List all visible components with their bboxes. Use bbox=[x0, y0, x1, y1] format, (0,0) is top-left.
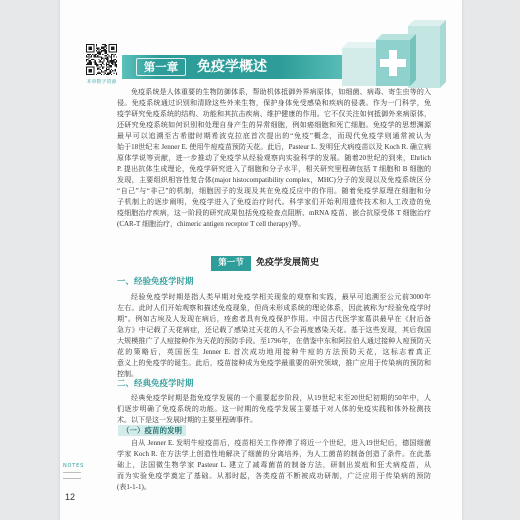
cube-middle bbox=[376, 34, 416, 86]
chapter-title: 免疫学概述 bbox=[197, 59, 267, 75]
text-line: 术。以下是这一发展时期的主要里程碑事件。 bbox=[117, 416, 257, 424]
text-line: 经典免疫学时期是指免疫学发展的一个重要起步阶段，从19世纪末至20世纪初期的50年中，人 bbox=[131, 394, 431, 402]
notes-label: NOTES bbox=[63, 463, 85, 469]
text-line: “自己”与“非己”的机制，细胞因子的发现及其在免疫反应中的作用。随着免疫学原理在细胞和分 bbox=[117, 187, 431, 195]
text-line: (CAR-T 细胞治疗，chimeric antigen receptor T cell therapy)等。 bbox=[117, 220, 306, 228]
text-line: 们逐步明确了免疫系统的功能。这一时期的免疫学发展主要基于对人体的免疫实践和体外检测技 bbox=[117, 405, 431, 413]
notes-rule bbox=[63, 472, 81, 473]
intro-paragraph bbox=[117, 87, 431, 230]
text-line: 花的策略后，英国医生 Jenner E. 首次成功地用接种牛痘的方法预防天花，这标志着真正 bbox=[117, 348, 431, 356]
text-line: 学家 Koch R. 在方法学上创造性地解决了细菌的分离培养，为人工菌苗的制备创造了条件。在此基 bbox=[117, 450, 431, 458]
sub-subsection-heading-vaccine: （一）疫苗的发明 bbox=[118, 425, 186, 436]
subsection-paragraph-classical bbox=[117, 393, 431, 426]
text-line: 而为实验免疫学奠定了基础。从那时起，各类疫苗不断被成功研制，广泛应用于传染病的预防 bbox=[117, 472, 431, 480]
sub-subsection-paragraph-vaccine bbox=[117, 438, 431, 493]
qr-code bbox=[86, 44, 117, 75]
text-line: (表1-1-1)。 bbox=[117, 483, 151, 491]
text-line: 控制。 bbox=[117, 370, 138, 378]
text-line: 侵。免疫系统通过识别和清除这些外来生物，保护身体免受感染和疾病的侵袭。作为一门科学，免 bbox=[117, 99, 431, 107]
subsection-heading-classical: 二、经典免疫学时期 bbox=[117, 379, 194, 389]
text-line: 原体学说等贡献，进一步推动了免疫学从经验观察向实验科学的发展。随着20世纪的到来，Ehrlich bbox=[117, 154, 431, 162]
text-line: 疫学研究免疫系统的结构、功能和其抗击疾病、维护健康的作用。它不仅关注如何抵御外来病原体， bbox=[117, 110, 431, 118]
decorative-cube-graphic bbox=[328, 12, 446, 92]
text-line: 急方》中记载了天花病症，还记载了感染过天花的人不会再度感染天花。基于这些发现，其后我国 bbox=[117, 326, 431, 334]
subsection-paragraph-empirical bbox=[117, 292, 431, 380]
text-line: 经验免疫学时期是指人类早期对免疫学相关现象的观察和实践，最早可追溯至公元前3000年 bbox=[131, 293, 431, 301]
text-line: 自从 Jenner E. 发明牛痘疫苗后，疫苗相关工作停滞了将近一个世纪，进入19世纪后，德国细菌 bbox=[131, 439, 431, 447]
text-line: 础上，法国微生物学家 Pasteur L. 建立了减毒菌苗的制备方法，研制出炭疽和狂犬病疫苗，从 bbox=[117, 461, 431, 469]
text-line: 左右。此时人们开始观察和描述免疫现象，但尚未形成系统的理论体系，因此被称为“经验免疫学时 bbox=[117, 304, 431, 312]
text-line: 还研究免疫系统如何识别和处理自身产生的异常细胞，例如癌细胞和死亡细胞。免疫学的思想渊源 bbox=[117, 121, 431, 129]
subsection-heading-empirical: 一、经验免疫学时期 bbox=[117, 277, 194, 287]
text-line: P. 提出抗体生成理论，免疫学研究进入了细胞和分子水平，相关研究里程碑包括 T 细胞和 B 细胞的 bbox=[117, 165, 431, 173]
text-line: 大规模推广了人痘接种作为天花的预防手段。至1796年，在借鉴中东和阿拉伯人通过接种人痘预防天 bbox=[117, 337, 431, 345]
chapter-number: 第一章 bbox=[136, 58, 186, 76]
page-number: 12 bbox=[65, 492, 76, 502]
text-line: 意义上的免疫学的诞生。此后，疫苗接种成为免疫学最重要的研究领域，推广应用于传染病的预防和 bbox=[117, 359, 431, 367]
text-line: 子机制上的逐步阐明，免疫学进入了免疫治疗时代。科学家们开始利用遗传技术和人工改造的免 bbox=[117, 198, 431, 206]
text-line: 期”。例如古埃及人发现在病后，痊愈者具有免疫保护作用。中国古代医学家葛洪最早在《肘后备 bbox=[117, 315, 431, 323]
qr-caption: 本章数字资源 bbox=[86, 79, 117, 85]
text-line: 疫细胞治疗疾病，这一阶段的研究成果包括免疫检查点阻断、mRNA 疫苗、嵌合抗原受体 T 细胞治疗 bbox=[117, 209, 431, 217]
section-title: 免疫学发展简史 bbox=[256, 258, 320, 268]
text-line: 免疫系统是人体重要的生物防御体系，帮助机体抵御外界病原体，如细菌、病毒、寄生虫等的入 bbox=[131, 88, 431, 96]
text-line: 最早可以追溯至古希腊时期希波克拉底首次提出的“免疫”概念，而现代免疫学则通常被认为 bbox=[117, 132, 431, 140]
section-number: 第一节 bbox=[211, 256, 251, 271]
text-line: 始于18世纪末 Jenner E. 使用牛痘疫苗预防天花。此后，Pasteur L. 发明狂犬病疫苗以及 Koch R. 确立病 bbox=[117, 143, 431, 151]
text-line: 发现，主要组织相容性复合体(major histocompatibility complex，MHC)分子的发现以及免疫系统区分 bbox=[117, 176, 431, 184]
notes-rule bbox=[63, 478, 81, 479]
